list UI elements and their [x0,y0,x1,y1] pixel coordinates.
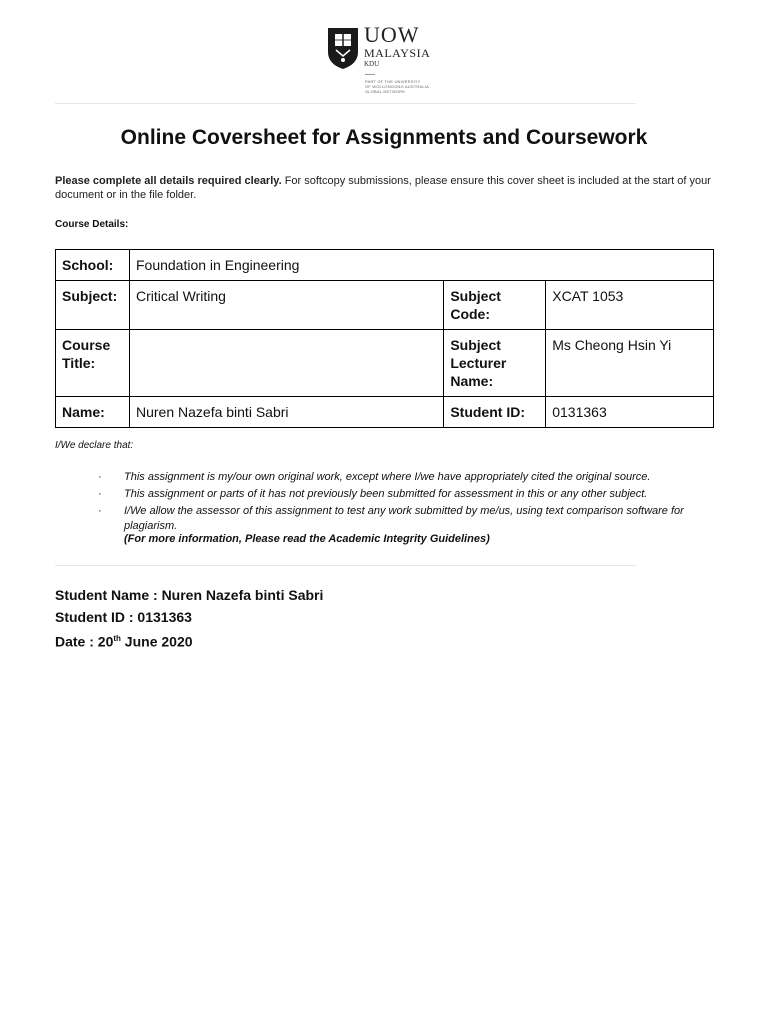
table-row [56,281,714,330]
course-title-value [129,330,443,397]
bullet-icon: · [98,488,102,500]
summary-student-id: Student ID : 0131363 [55,609,192,625]
section-divider [55,565,636,566]
list-item [98,487,720,502]
declaration-text: I/We allow the assessor of this assignment to test any work submitted by me/us, using text comparison software for plagiarism. [124,505,684,532]
logo-wordmark [364,24,430,69]
logo-sub: MALAYSIA [364,46,431,60]
university-logo [326,24,446,104]
declaration-intro: I/We declare that: [55,440,134,451]
table-row [56,397,714,428]
integrity-note: (For more information, Please read the Academic Integrity Guidelines) [124,533,490,545]
subject-code-label: Subject Code: [444,281,546,330]
subject-code-value: XCAT 1053 [546,281,714,330]
table-row [56,250,714,281]
date-suffix: June 2020 [120,633,193,650]
course-details-heading: Course Details: [55,219,129,230]
instructions-text: For softcopy submissions, please ensure this cover sheet is included at the start of your document or in the file folder. [55,175,711,201]
course-details-table [55,249,714,428]
list-item [98,470,720,485]
subject-label: Subject: [56,281,130,330]
bullet-icon: · [98,471,102,483]
course-title-label: Course Title: [56,330,130,397]
bullet-icon: · [98,505,102,517]
declaration-text: This assignment or parts of it has not previously been submitted for assessment in this or any other subject. [124,488,648,500]
date-superscript: th [113,634,121,643]
lecturer-label: Subject Lecturer Name: [444,330,546,397]
submission-summary [55,584,323,653]
declaration-text: This assignment is my/our own original work, except where I/we have appropriately cited the original source. [124,471,651,483]
lecturer-value: Ms Cheong Hsin Yi [546,330,714,397]
logo-brand: UOW [364,22,420,47]
page-title: Online Coversheet for Assignments and Coursework [120,126,648,149]
subject-value: Critical Writing [129,281,443,330]
instructions [55,174,720,202]
instructions-bold: Please complete all details required clearly. [55,175,282,187]
logo-tagline [365,79,429,94]
student-id-label: Student ID: [444,397,546,428]
header-divider [55,103,636,104]
logo-tagline-line: GLOBAL NETWORK [365,89,406,94]
name-value: Nuren Nazefa binti Sabri [129,397,443,428]
student-id-value: 0131363 [546,397,714,428]
list-item [98,504,720,534]
logo-sub2: KDU [364,60,380,68]
declaration-list [98,470,720,536]
summary-student-name: Student Name : Nuren Nazefa binti Sabri [55,587,324,603]
crest-icon [326,26,360,70]
logo-divider [365,74,375,75]
table-row [56,330,714,397]
logo-tagline-line: OF WOLLONGONG AUSTRALIA [365,84,429,89]
name-label: Name: [56,397,130,428]
date-prefix: Date : 20 [55,633,114,650]
school-label: School: [56,250,130,281]
summary-date [55,628,323,653]
school-value: Foundation in Engineering [129,250,713,281]
logo-tagline-line: PART OF THE UNIVERSITY [365,79,421,84]
